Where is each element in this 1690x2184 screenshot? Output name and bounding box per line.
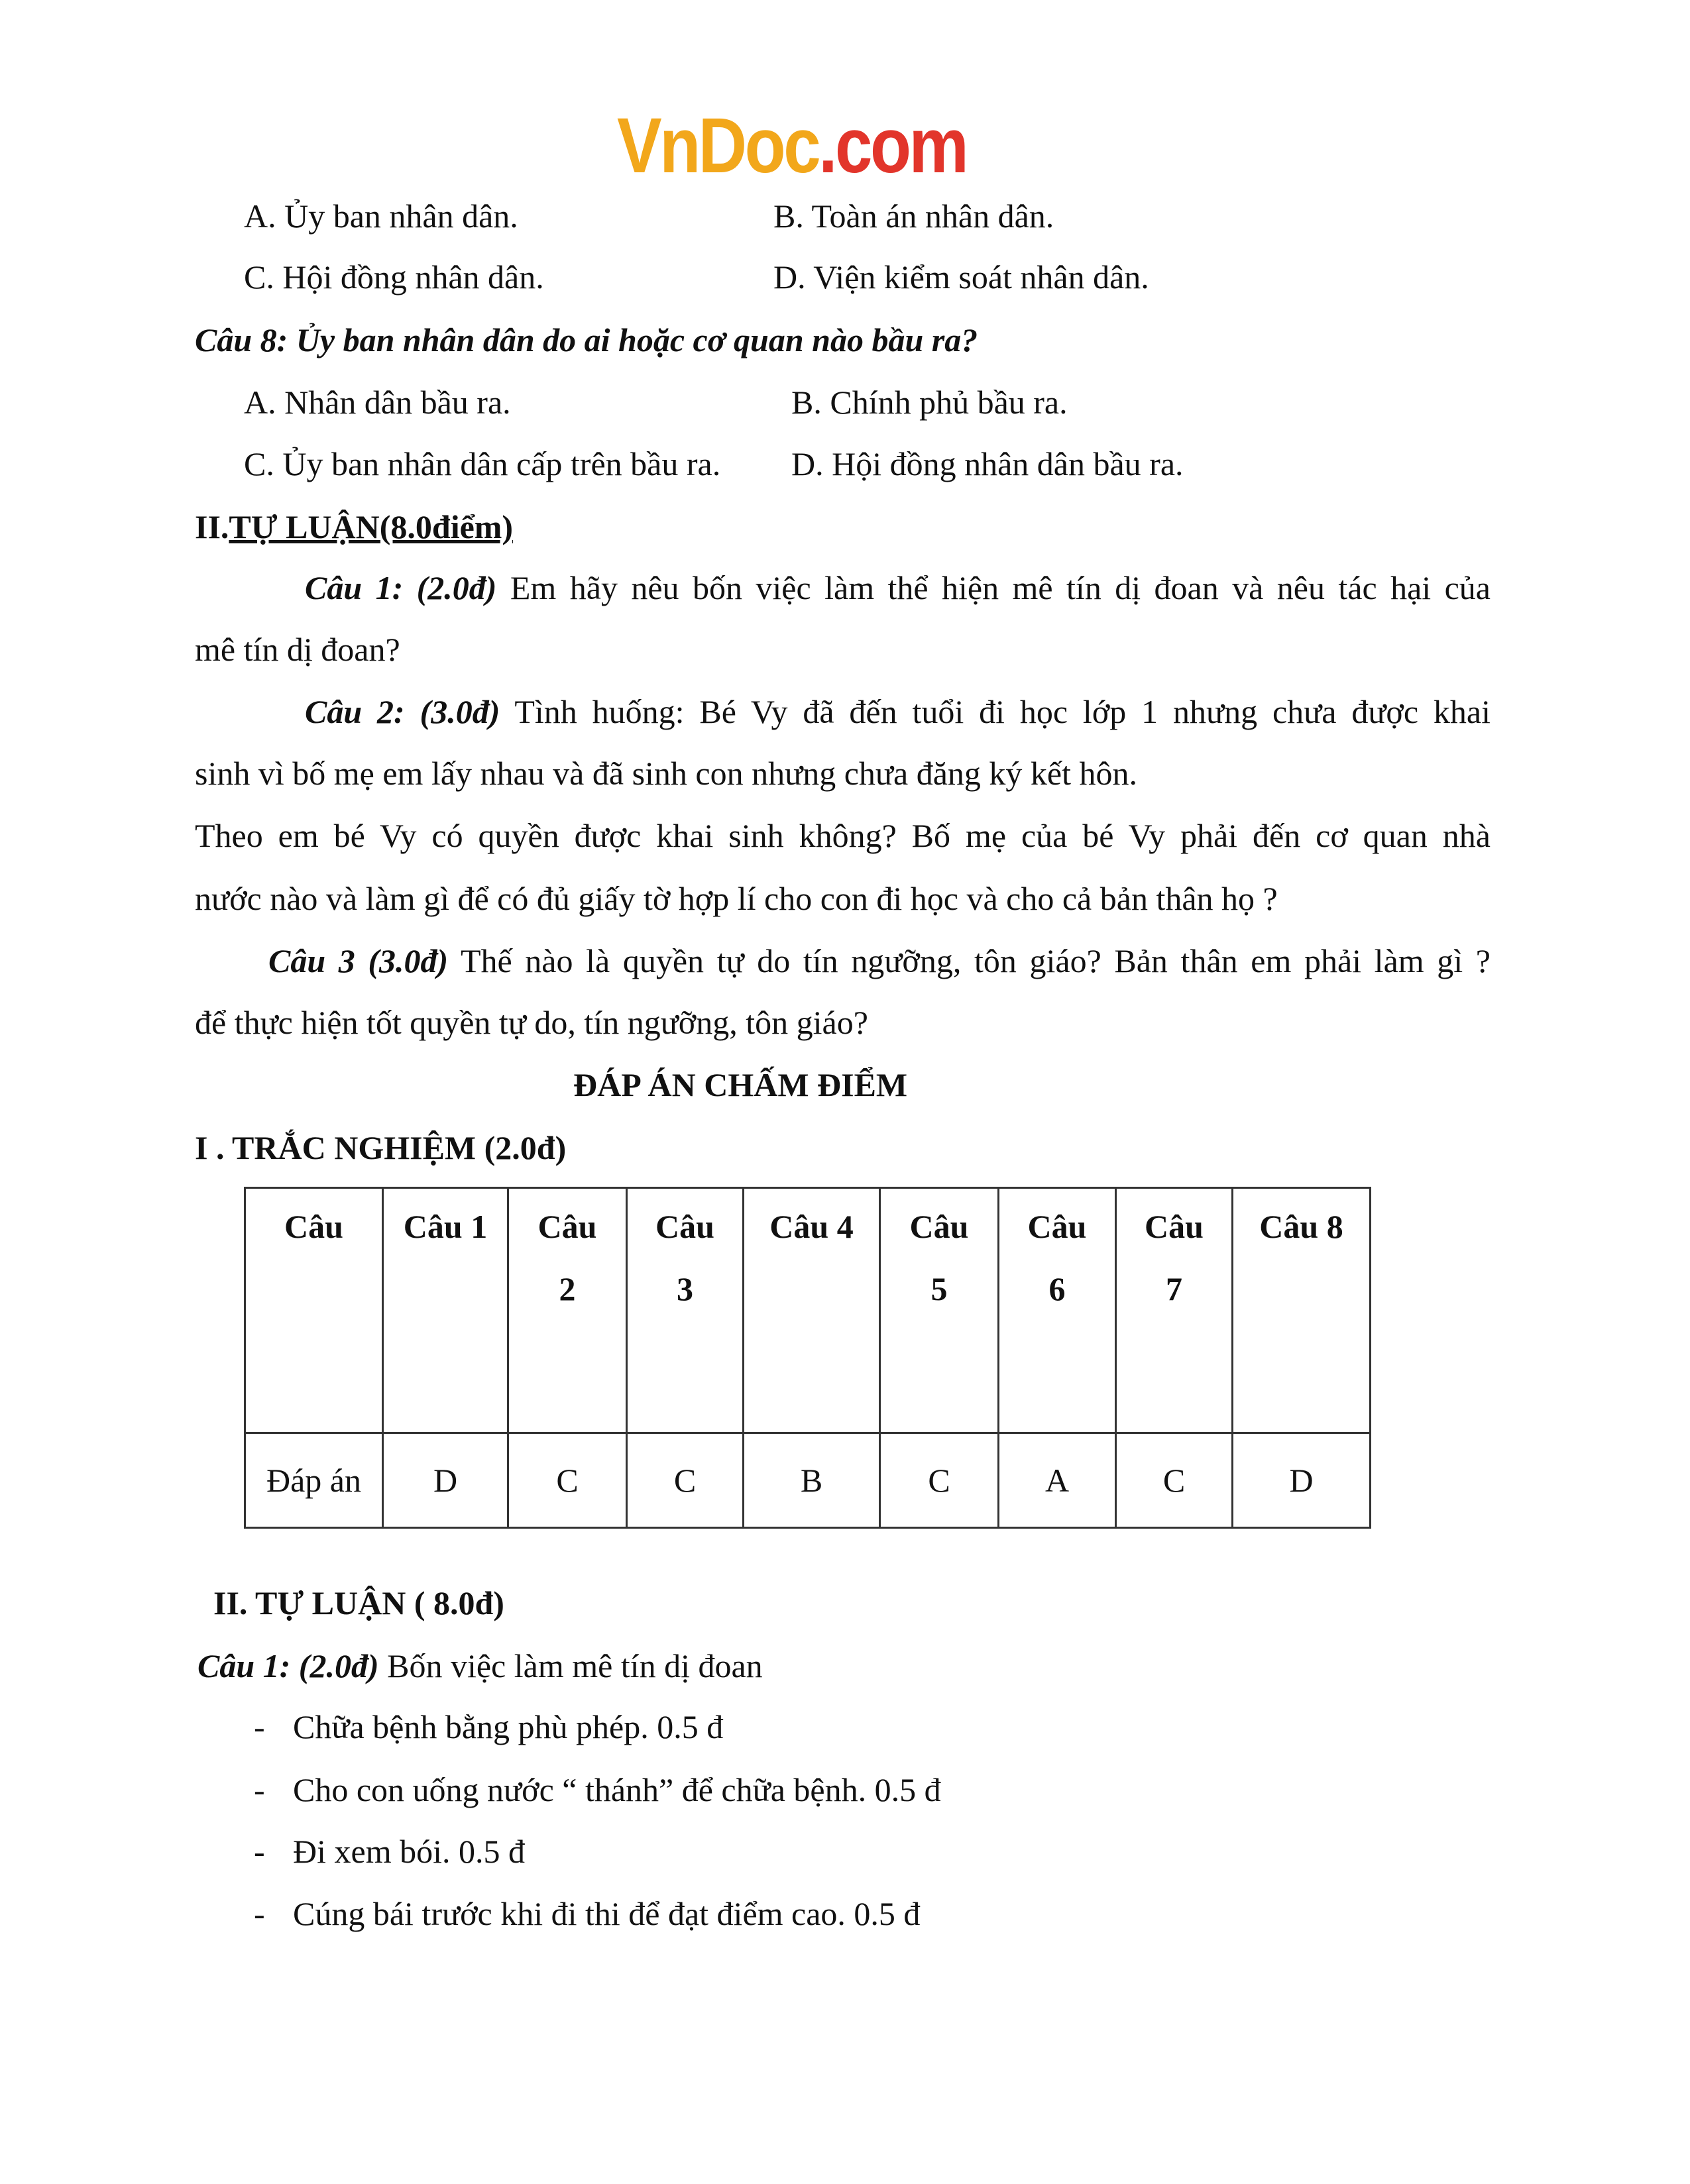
essay-q2-line3: Theo em bé Vy có quyền được khai sinh không? Bố mẹ của bé Vy phải đến cơ quan nhà [195,817,1491,854]
answers-section2: II. TỰ LUẬN ( 8.0đ) [213,1584,504,1621]
bullet-dash: - [254,1708,265,1745]
table-header-row [245,1188,1371,1433]
answers-title: ĐÁP ÁN CHẤM ĐIỂM [573,1066,908,1103]
essay-q2-line2: sinh vì bố mẹ em lấy nhau và đã sinh con nhưng chưa đăng ký kết hôn. [195,755,1137,792]
table-header-cell: Câu 7 [1116,1188,1233,1433]
answer-cell: A [999,1433,1116,1528]
answer-cell: D [1233,1433,1371,1528]
answer-bullet: Cúng bái trước khi đi thi để đạt điểm cao. 0.5 đ [293,1895,921,1932]
q7-option-c: C. Hội đồng nhân dân. [244,258,544,296]
essay-q1-line1: Câu 1: (2.0đ) Em hãy nêu bốn việc làm thể hiện mê tín dị đoan và nêu tác hại của [305,569,1491,606]
table-answer-row [245,1433,1371,1528]
table-header-cell: Câu 4 [744,1188,880,1433]
q7-option-d: D. Viện kiểm soát nhân dân. [773,258,1149,296]
table-header-cell: Câu 3 [627,1188,744,1433]
bullet-dash: - [254,1833,265,1870]
table-header-cell: Câu 1 [383,1188,508,1433]
q8-option-c: C. Ủy ban nhân dân cấp trên bầu ra. [244,445,721,482]
q7-option-a: A. Ủy ban nhân dân. [244,197,518,235]
table-header-cell: Câu 2 [508,1188,627,1433]
table-header-cell: Câu 5 [880,1188,999,1433]
table-header-cell: Câu 6 [999,1188,1116,1433]
essay-q2-line4: nước nào và làm gì để có đủ giấy tờ hợp lí cho con đi học và cho cả bản thân họ ? [195,880,1278,917]
answer-bullet: Chữa bệnh bằng phù phép. 0.5 đ [293,1708,724,1745]
answers-section1: I . TRẮC NGHIỆM (2.0đ) [195,1129,567,1166]
answer-cell: C [880,1433,999,1528]
q8-option-d: D. Hội đồng nhân dân bầu ra. [791,445,1184,482]
essay-q2-line1: Câu 2: (3.0đ) Tình huống: Bé Vy đã đến tuổi đi học lớp 1 nhưng chưa được khai [305,693,1491,730]
answer-bullet: Cho con uống nước “ thánh” để chữa bệnh. 0.5 đ [293,1771,941,1808]
answer-bullet: Đi xem bói. 0.5 đ [293,1833,525,1870]
table-header-cell: Câu 8 [1233,1188,1371,1433]
essay-q1-line2: mê tín dị đoan? [195,631,400,668]
answer-cell: D [383,1433,508,1528]
answer-cell: B [744,1433,880,1528]
table-row-label: Đáp án [245,1433,383,1528]
essay-q3-line2: để thực hiện tốt quyền tự do, tín ngưỡng, tôn giáo? [195,1004,868,1041]
answer-c1-heading: Câu 1: (2.0đ) Bốn việc làm mê tín dị đoan [197,1647,763,1684]
answer-cell: C [627,1433,744,1528]
essay-q3-line1: Câu 3 (3.0đ) Thế nào là quyền tự do tín ngưỡng, tôn giáo? Bản thân em phải làm gì ? [268,942,1491,979]
q8-title: Câu 8: Ủy ban nhân dân do ai hoặc cơ quan nào bầu ra? [195,321,978,358]
essay-heading: II.TỰ LUẬN(8.0điểm) [195,508,514,545]
vndoc-logo: VnDoc.com [617,102,967,190]
table-header-cell: Câu [245,1188,383,1433]
answer-cell: C [1116,1433,1233,1528]
q7-option-b: B. Toàn án nhân dân. [773,197,1054,235]
bullet-dash: - [254,1895,265,1932]
answer-cell: C [508,1433,627,1528]
bullet-dash: - [254,1771,265,1808]
answer-table [244,1187,1371,1529]
q8-option-b: B. Chính phủ bầu ra. [791,384,1068,421]
q8-option-a: A. Nhân dân bầu ra. [244,384,511,421]
